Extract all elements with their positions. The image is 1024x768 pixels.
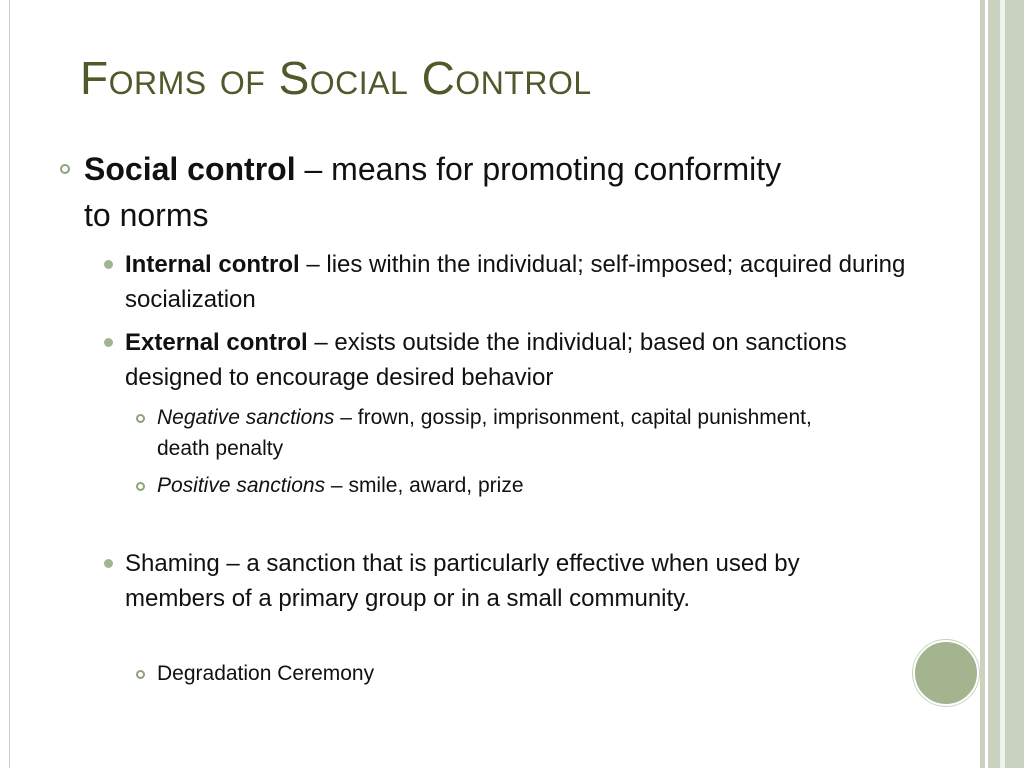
ring-bullet-icon <box>136 414 145 423</box>
bullet-term: Positive sanctions <box>157 474 326 497</box>
slide-title: Forms of Social Control <box>80 52 592 104</box>
bullet-text: – frown, gossip, imprisonment, capital punishment, death penalty <box>157 406 812 460</box>
bullet-text: – lies within the individual; self-imposed; acquired during socialization <box>125 251 906 313</box>
ring-bullet-icon <box>136 670 145 679</box>
bullet-internal-control <box>125 247 915 317</box>
left-frame-line <box>9 0 10 768</box>
bullet-text: – exists outside the individual; based on sanctions designed to encourage desired behavior <box>125 329 847 391</box>
bullet-term: Negative sanctions <box>157 406 335 429</box>
bullet-negative-sanctions <box>157 402 857 464</box>
ring-bullet-icon <box>136 482 145 491</box>
ring-bullet-icon <box>60 164 70 174</box>
bullet-degradation-ceremony: Degradation Ceremony <box>157 662 375 685</box>
right-frame-stripes <box>978 0 1024 768</box>
decorative-circle <box>913 640 979 706</box>
bullet-shaming: Shaming – a sanction that is particularly effective when used by members of a primary group or in a small community. <box>125 550 800 612</box>
bullet-term: Internal control <box>125 251 300 278</box>
dot-bullet-icon <box>104 559 113 568</box>
bullet-external-control <box>125 325 915 395</box>
dot-bullet-icon <box>104 260 113 269</box>
bullet-term: Social control <box>84 151 296 187</box>
bullet-positive-sanctions <box>157 470 857 501</box>
bullet-term: External control <box>125 329 308 356</box>
bullet-text: – smile, award, prize <box>325 474 524 497</box>
bullet-text: – means for promoting conformity to norms <box>84 151 782 233</box>
bullet-social-control <box>84 146 784 238</box>
dot-bullet-icon <box>104 338 113 347</box>
